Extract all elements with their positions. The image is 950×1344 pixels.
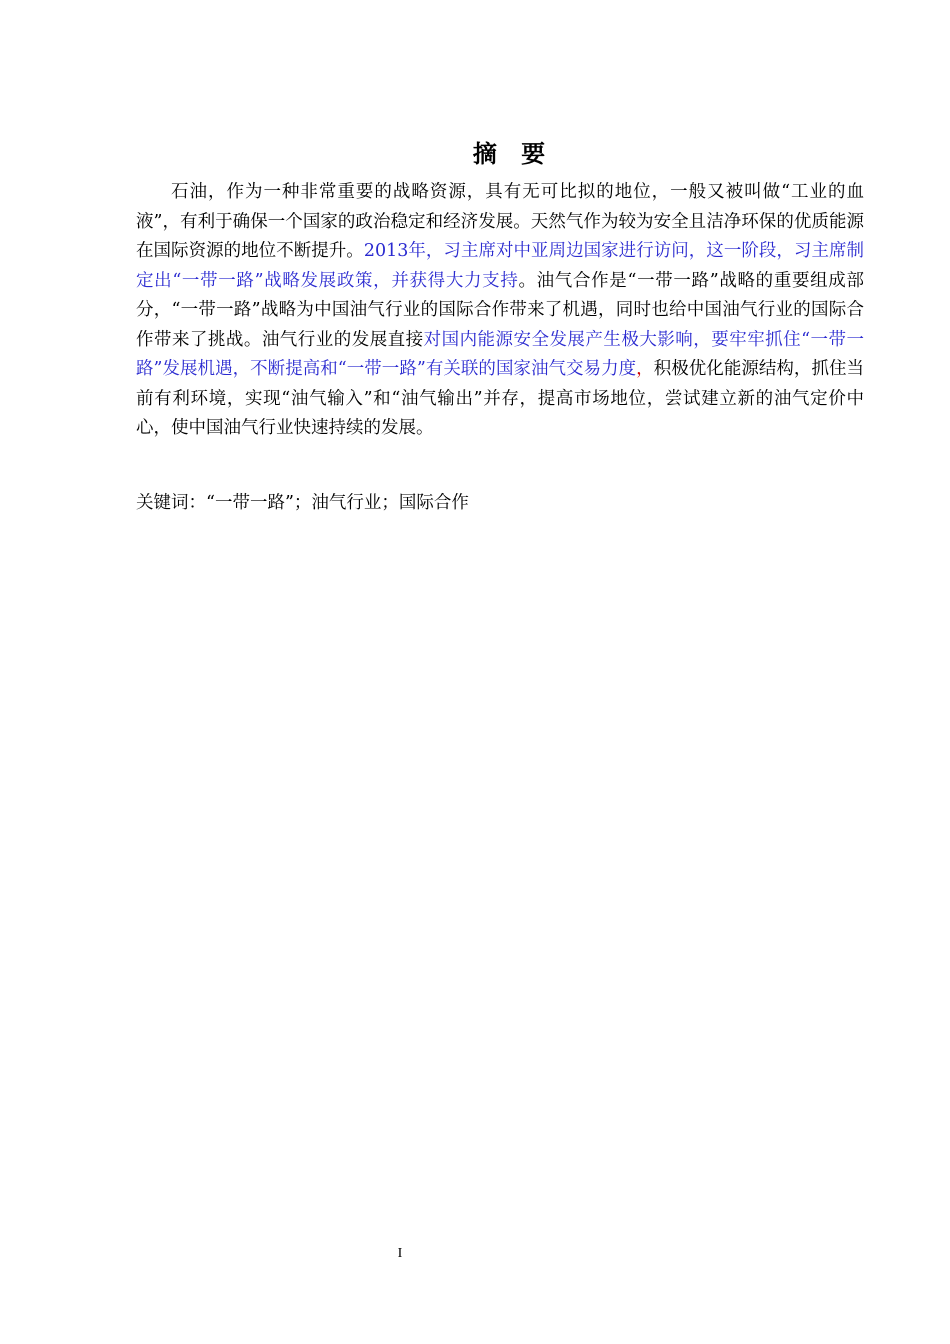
keywords-line (136, 489, 864, 518)
abstract-red-comma: ， (636, 359, 654, 379)
abstract-paragraph (136, 178, 864, 444)
keywords-label: 关键词： (136, 493, 206, 513)
abstract-text-1: 石油，作为一种非常重要的战略资源，具有无可比拟的地位，一般又被叫做“工业的血液”，有利于确保一个国家的政治稳定和经济发展。天然气作为较为安全且洁净环保的优质能源在国际资源的地位不断提升。 (136, 182, 864, 261)
abstract-heading: 摘 要 (472, 140, 548, 168)
abstract-highlight-2: 对国内能源安全发展产生极大影响，要牢牢抓住“一带一路”发展机遇，不断提高和“一带一路”有关联的国家油气交易力度 (136, 329, 864, 379)
abstract-highlight-1: 2013年，习主席对中亚周边国家进行访问，这一阶段，习主席制定出“一带一路”战略发展政策，并获得大力支持 (136, 241, 864, 291)
abstract-text-3: 积极优化能源结构，抓住当前有利环境，实现“油气输入”和“油气输出”并存，提高市场地位，尝试建立新的油气定价中心，使中国油气行业快速持续的发展。 (136, 359, 865, 438)
abstract-text-2: 。油气合作是“一带一路”战略的重要组成部分，“一带一路”战略为中国油气行业的国际合作带来了机遇，同时也给中国油气行业的国际合作带来了挑战。油气行业的发展直接 (136, 270, 864, 350)
keywords-value: “一带一路”；油气行业；国际合作 (206, 493, 469, 513)
page-number: I (397, 1246, 403, 1261)
